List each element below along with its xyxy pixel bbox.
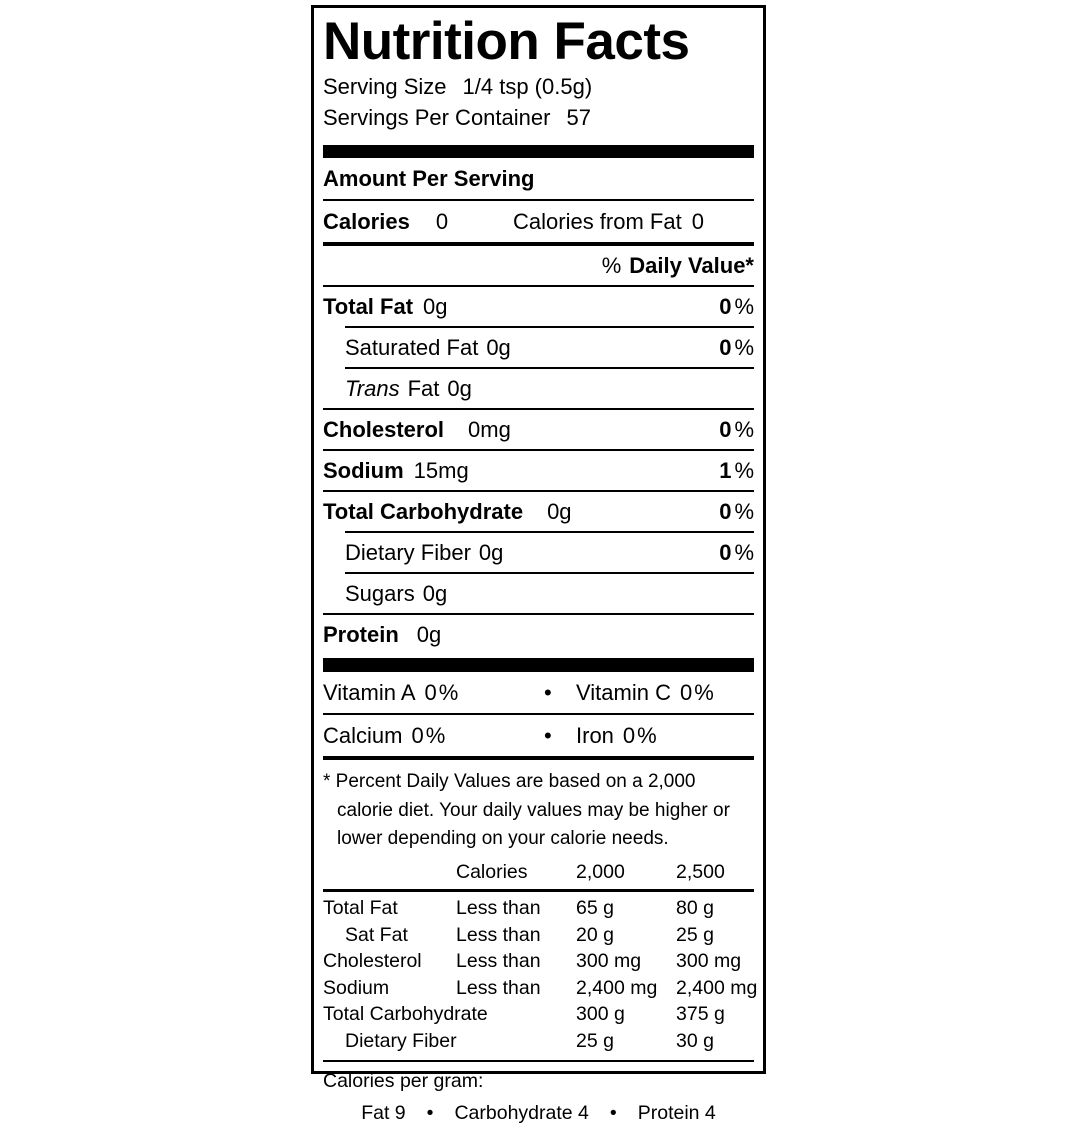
saturated-fat-label: Saturated Fat xyxy=(345,335,479,360)
vitamin-row-a-c xyxy=(323,672,754,713)
nutrient-row-total-fat xyxy=(323,287,754,326)
servings-per-container-value: 57 xyxy=(566,105,591,130)
amount-per-serving-heading: Amount Per Serving xyxy=(323,166,535,191)
nutrient-row-dietary-fiber xyxy=(323,533,754,572)
bullet-separator-icon: • xyxy=(426,1102,434,1124)
bullet-separator-icon: • xyxy=(544,680,552,705)
calories-row xyxy=(323,201,754,242)
cholesterol-dv: 0 % xyxy=(719,417,754,442)
calories-per-gram-section xyxy=(323,1062,754,1126)
dv-col-calories: Calories xyxy=(456,860,528,883)
nutrient-row-cholesterol xyxy=(323,410,754,449)
total-fat-amount: 0g xyxy=(423,294,448,319)
sugars-label: Sugars xyxy=(345,581,415,606)
nutrient-row-protein xyxy=(323,615,754,654)
total-fat-dv: 0 % xyxy=(719,294,754,319)
calories-per-gram-values xyxy=(323,1093,754,1126)
sodium-dv: 1 % xyxy=(719,458,754,483)
nutrient-row-saturated-fat xyxy=(323,328,754,367)
saturated-fat-dv: 0 % xyxy=(719,335,754,360)
daily-value-header xyxy=(323,246,754,285)
table-row: Sodium Less than 2,400 mg 2,400 mg xyxy=(323,976,758,999)
total-carbohydrate-dv: 0 % xyxy=(719,499,754,524)
divider-thick-bar xyxy=(323,658,754,672)
servings-per-container-line xyxy=(323,102,754,133)
nutrition-facts-label xyxy=(311,5,766,1124)
servings-per-container-label: Servings Per Container xyxy=(323,105,551,130)
calcium-cell: Calcium 0% xyxy=(323,723,446,748)
dietary-fiber-dv: 0 % xyxy=(719,540,754,565)
trans-label: Trans xyxy=(345,376,400,401)
page-title: Nutrition Facts xyxy=(323,12,690,71)
trans-fat-label: Fat xyxy=(407,376,440,401)
bullet-separator-icon: • xyxy=(609,1102,617,1124)
protein-label: Protein xyxy=(323,622,399,647)
table-row: Cholesterol Less than 300 mg 300 mg xyxy=(323,950,742,972)
protein-per-gram: Protein 4 xyxy=(637,1102,716,1124)
calories-from-fat-cell xyxy=(513,209,704,235)
table-row: Dietary Fiber 25 g 30 g xyxy=(345,1029,714,1052)
bullet-separator-icon: • xyxy=(544,723,552,748)
fat-per-gram: Fat 9 xyxy=(361,1102,406,1124)
protein-amount: 0g xyxy=(416,622,442,647)
sodium-label: Sodium xyxy=(323,458,404,483)
dietary-fiber-label: Dietary Fiber xyxy=(345,540,471,565)
nutrient-row-sugars xyxy=(323,574,754,613)
vitamin-a-cell: Vitamin A 0% xyxy=(323,680,459,705)
trans-fat-amount: 0g xyxy=(447,376,472,401)
dv-col-2000: 2,000 xyxy=(576,860,625,883)
calories-from-fat-label: Calories from Fat xyxy=(513,209,682,234)
serving-size-line xyxy=(323,71,754,102)
table-row: Total Fat Less than 65 g 80 g xyxy=(323,897,714,919)
divider-thick-bar xyxy=(323,145,754,158)
dietary-fiber-amount: 0g xyxy=(478,540,504,565)
percent-sign: % xyxy=(601,253,622,278)
dv-col-2500: 2,500 xyxy=(676,860,725,883)
iron-cell: Iron 0% xyxy=(576,723,657,748)
calories-from-fat-value: 0 xyxy=(691,209,704,234)
table-row: Sat Fat Less than 20 g 25 g xyxy=(345,923,714,946)
serving-size-value: 1/4 tsp (0.5g) xyxy=(462,74,593,99)
nutrient-row-sodium xyxy=(323,451,754,490)
daily-values-footnote: * Percent Daily Values are based on a 2,000 calorie diet. Your daily values may be higher or lower depending on your calorie needs. xyxy=(323,771,730,849)
saturated-fat-amount: 0g xyxy=(486,335,511,360)
sodium-amount: 15mg xyxy=(413,458,469,483)
vitamin-c-cell: Vitamin C 0% xyxy=(576,680,714,705)
calories-cell xyxy=(323,209,513,235)
vitamin-row-calcium-iron xyxy=(323,715,754,756)
total-fat-label: Total Fat xyxy=(323,294,414,319)
total-carbohydrate-amount: 0g xyxy=(547,499,572,524)
calories-per-gram-label: Calories per gram: xyxy=(323,1070,484,1092)
carbohydrate-per-gram: Carbohydrate 4 xyxy=(454,1102,589,1124)
cholesterol-label: Cholesterol xyxy=(323,417,445,442)
calories-value: 0 xyxy=(435,209,449,234)
daily-value-label: Daily Value* xyxy=(629,253,754,278)
dv-table-header xyxy=(323,856,754,890)
calories-label: Calories xyxy=(323,209,410,234)
sugars-amount: 0g xyxy=(422,581,448,606)
daily-values-table xyxy=(323,856,758,1061)
cholesterol-amount: 0mg xyxy=(468,417,511,442)
table-row: Total Carbohydrate 300 g 375 g xyxy=(323,1003,725,1025)
total-carbohydrate-label: Total Carbohydrate xyxy=(323,499,524,524)
serving-size-label: Serving Size xyxy=(323,74,447,99)
nutrient-row-trans-fat xyxy=(323,369,754,408)
nutrient-row-total-carbohydrate xyxy=(323,492,754,531)
